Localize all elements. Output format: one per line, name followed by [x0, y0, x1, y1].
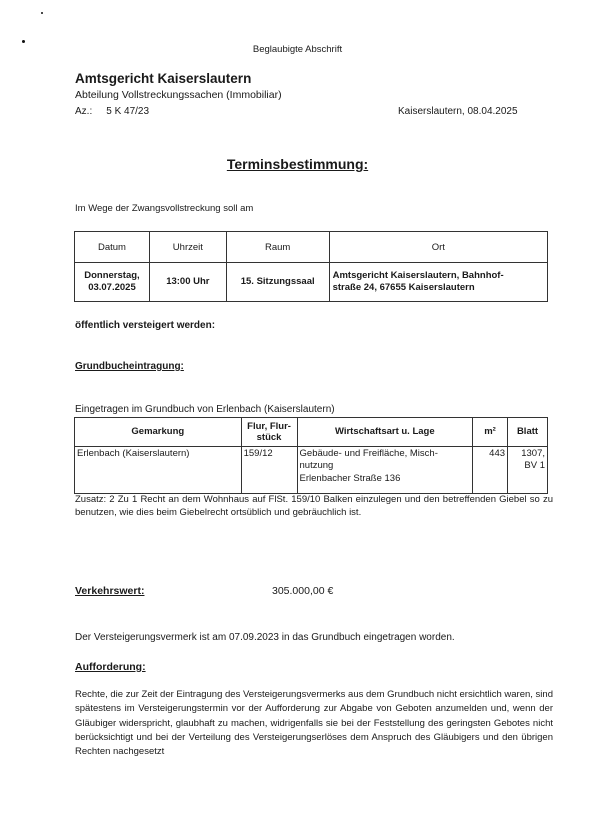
table-row — [75, 447, 548, 494]
place-date: Kaiserslautern, 08.04.2025 — [398, 106, 518, 117]
location-line-2: straße 24, 67655 Kaiserslautern — [332, 282, 475, 293]
header-flur — [241, 418, 297, 447]
sheet-line-1: 1307, — [521, 448, 545, 459]
sheet-line-2: BV 1 — [524, 460, 545, 472]
file-number: 5 K 47/23 — [106, 106, 150, 117]
land-register-header-row — [75, 418, 548, 447]
land-register-table — [74, 417, 548, 494]
auction-statement: öffentlich versteigert werden: — [75, 320, 216, 331]
scan-speck — [41, 12, 43, 14]
appointment-date — [75, 263, 150, 302]
header-location: Ort — [329, 232, 547, 263]
cell-sheet — [508, 447, 548, 494]
header-sheet: Blatt — [508, 418, 548, 447]
usage-line-3: Erlenbacher Straße 136 — [299, 472, 401, 484]
registration-note: Der Versteigerungsvermerk ist am 07.09.2023 in das Grundbuch eingetragen worden. — [75, 632, 455, 643]
appointment-header-row — [75, 232, 548, 263]
file-label: Az.: — [75, 106, 93, 117]
cell-usage — [297, 447, 473, 494]
request-heading: Aufforderung: — [75, 661, 146, 673]
date-weekday: Donnerstag, — [84, 269, 140, 281]
addition-note: Zusatz: 2 Zu 1 Recht an dem Wohnhaus auf FlSt. 159/10 Balken einzulegen und den betreffenden Giebel so zu benutzen, wie dies beim Giebelrecht ortsüblich und gebräuchlich ist. — [75, 494, 553, 519]
market-value-label: Verkehrswert: — [75, 585, 145, 597]
intro-text: Im Wege der Zwangsvollstreckung soll am — [75, 203, 254, 214]
certified-copy-label: Beglaubigte Abschrift — [252, 44, 343, 55]
usage-line-2: nutzung — [299, 460, 334, 472]
header-date: Datum — [75, 232, 150, 263]
date-value: 03.07.2025 — [88, 282, 136, 293]
usage-line-1: Gebäude- und Freifläche, Misch- — [299, 448, 438, 459]
cell-area: 443 — [473, 447, 508, 494]
land-register-source: Eingetragen im Grundbuch von Erlenbach (Kaiserslautern) — [75, 404, 335, 415]
court-name: Amtsgericht Kaiserslautern — [75, 71, 252, 86]
appointment-location — [329, 263, 547, 302]
appointment-room: 15. Sitzungssaal — [226, 263, 329, 302]
header-time: Uhrzeit — [149, 232, 226, 263]
header-usage: Wirtschaftsart u. Lage — [297, 418, 473, 447]
appointment-data-row — [75, 263, 548, 302]
header-flur-line-2: stück — [256, 432, 282, 443]
header-room: Raum — [226, 232, 329, 263]
scan-speck — [22, 40, 25, 43]
department-name: Abteilung Vollstreckungssachen (Immobiliar) — [75, 89, 282, 101]
header-flur-line-1: Flur, Flur- — [247, 420, 291, 432]
appointment-table — [74, 231, 548, 302]
market-value-amount: 305.000,00 € — [272, 585, 334, 597]
header-gemarkung: Gemarkung — [75, 418, 242, 447]
request-text: Rechte, die zur Zeit der Eintragung des Versteigerungsvermerks aus dem Grundbuch nicht ersichtlich waren, sind spätestens im Versteigerungstermin vor der Aufforderung zur Abgabe von Geboten anzumelden und, wenn der Gläubiger widerspricht, glaubhaft zu machen, widrigenfalls sie bei der Feststellung des geringsten Gebotes nicht berücksichtigt und bei der Verteilung des Versteigerungserlöses dem Anspruch des Gläubigers und den übrigen Rechten nachgesetzt — [75, 689, 553, 757]
cell-gemarkung: Erlenbach (Kaiserslautern) — [75, 447, 242, 494]
appointment-time: 13:00 Uhr — [149, 263, 226, 302]
land-register-heading: Grundbucheintragung: — [75, 361, 184, 372]
location-line-1: Amtsgericht Kaiserslautern, Bahnhof- — [332, 269, 504, 281]
header-area: m² — [473, 418, 508, 447]
file-reference — [75, 106, 149, 117]
cell-flur: 159/12 — [241, 447, 297, 494]
page-title: Terminsbestimmung: — [226, 156, 369, 172]
